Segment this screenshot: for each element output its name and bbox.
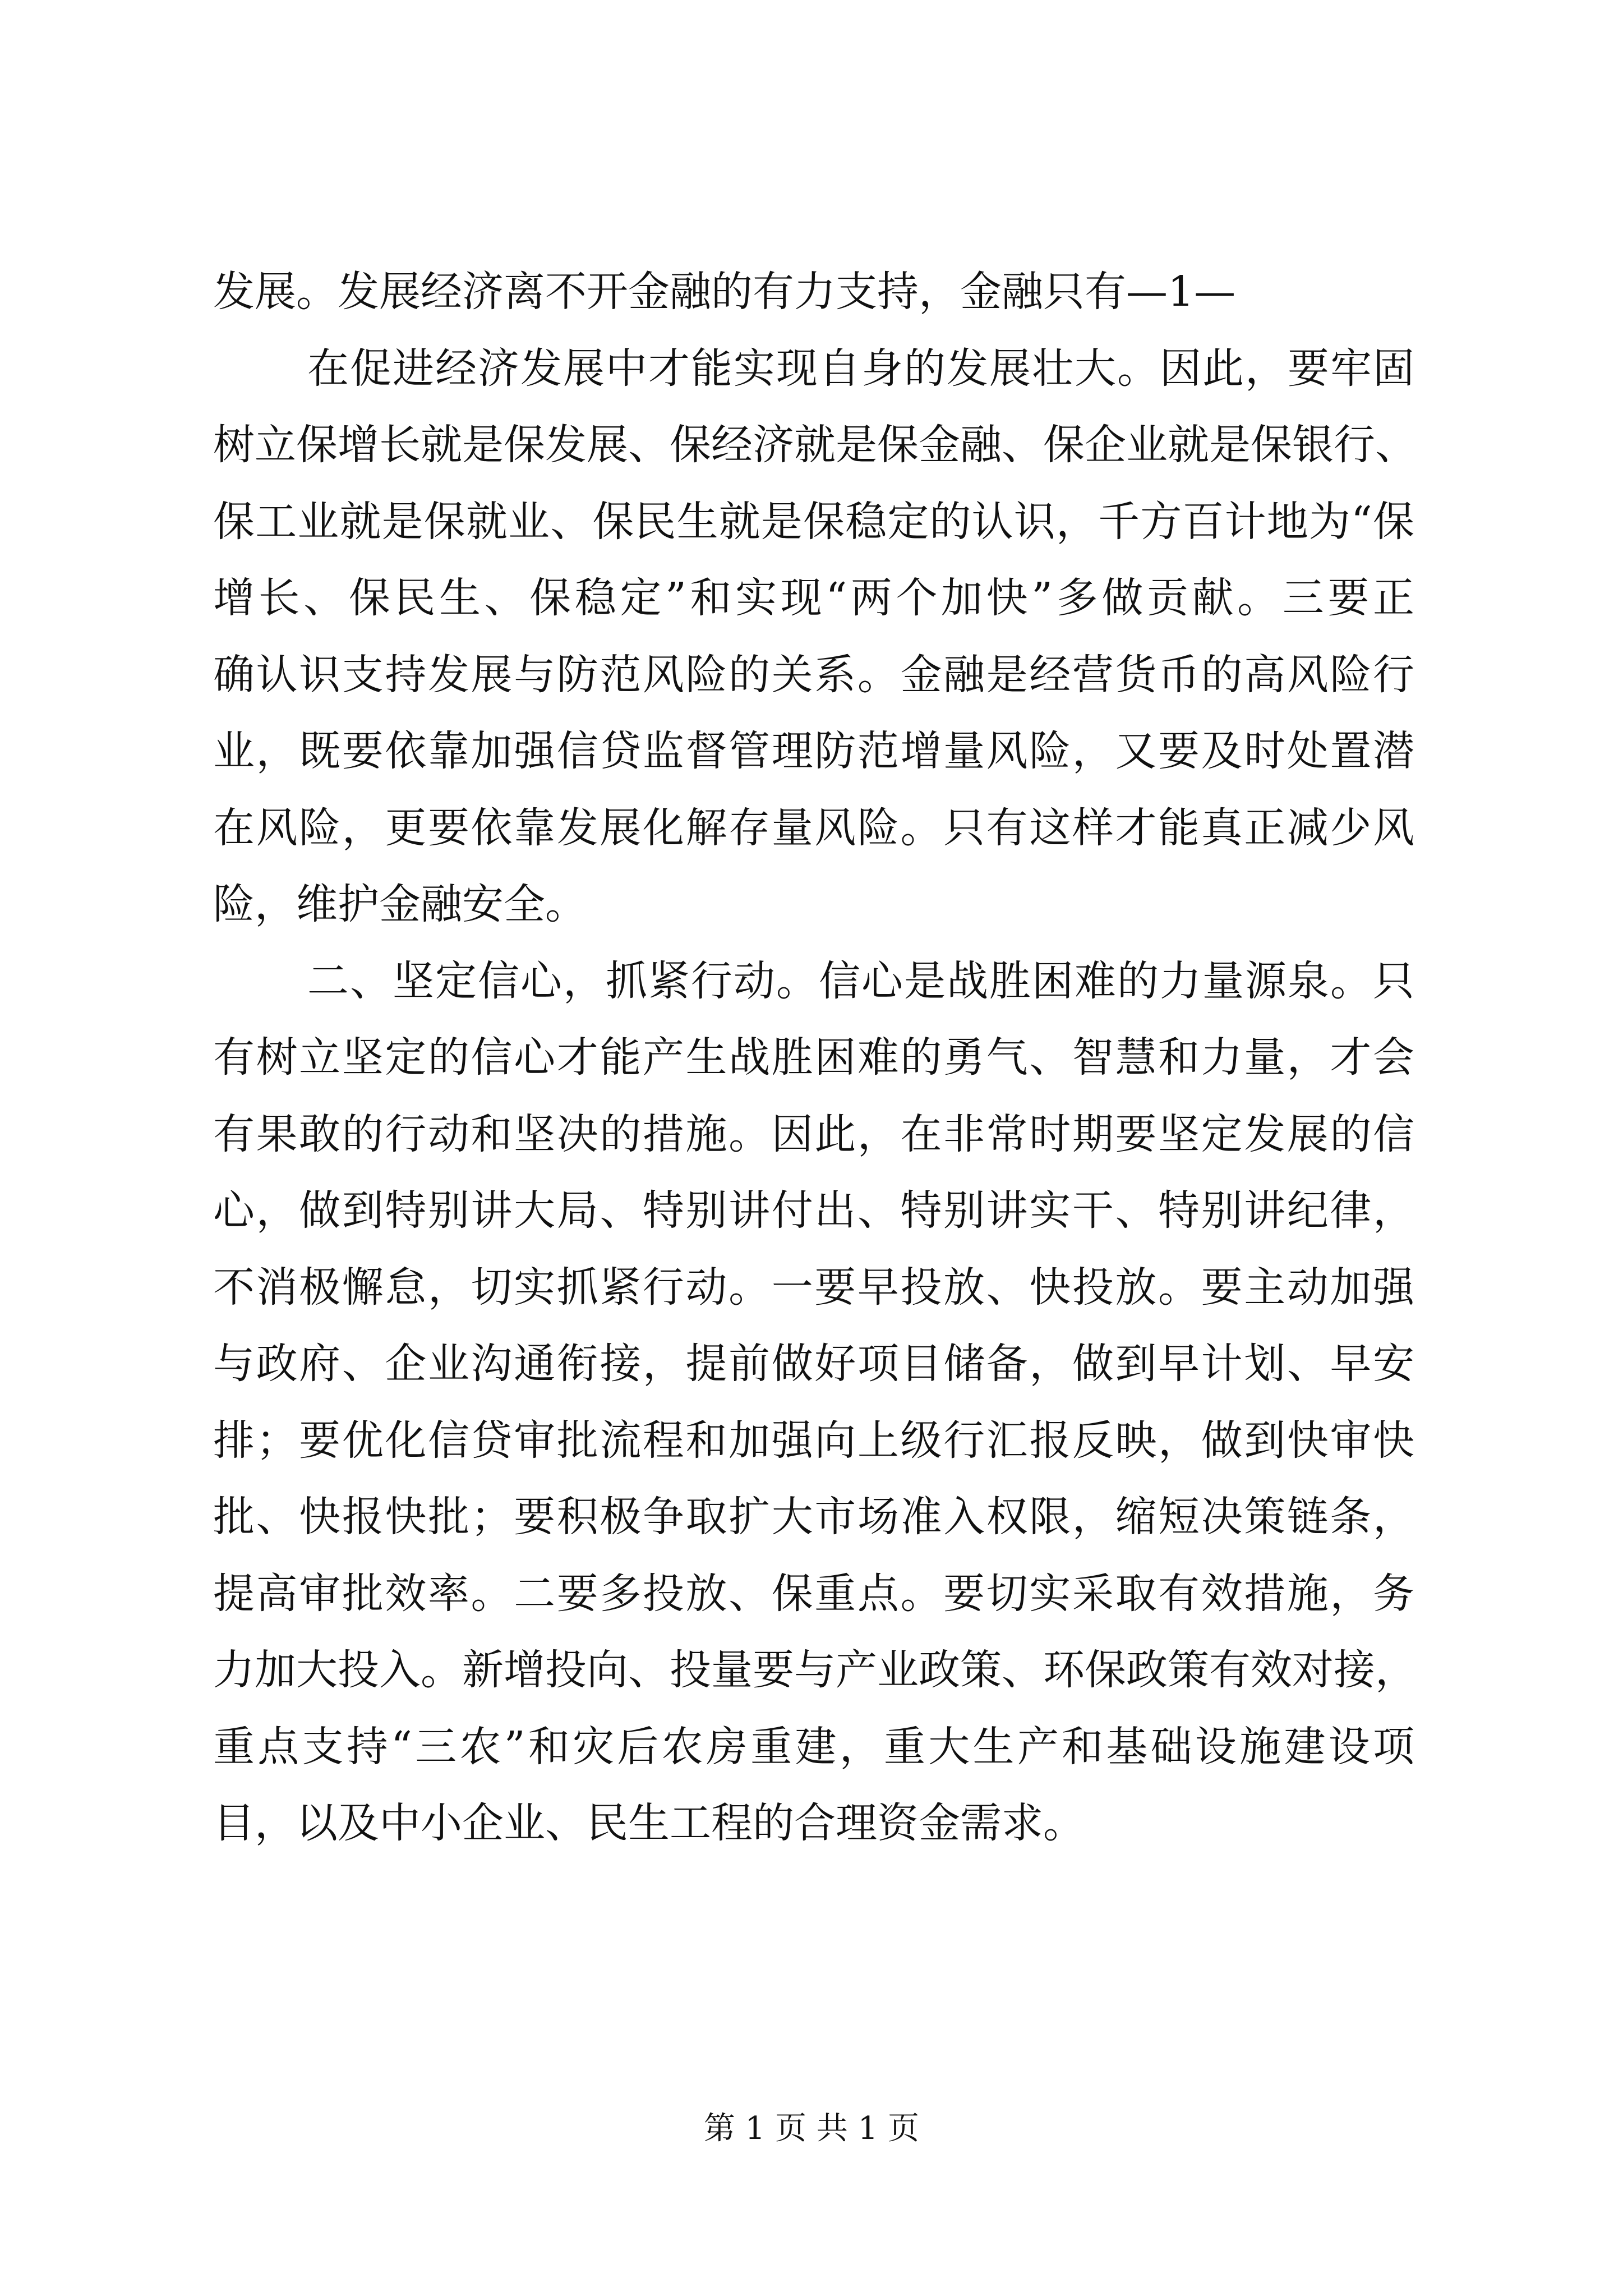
text-line: 增长、保民生、保稳定”和实现“两个加快”多做贡献。三要正	[213, 574, 1414, 622]
text-line: 确认识支持发展与防范风险的关系。金融是经营货币的高风险行	[213, 650, 1414, 699]
text-line: 保工业就是保就业、保民生就是保稳定的认识，千方百计地为“保	[213, 497, 1414, 546]
document-body	[213, 254, 1417, 1862]
text-line: 业，既要依靠加强信贷监督管理防范增量风险，又要及时处置潜	[213, 727, 1414, 775]
text-line: 不消极懈怠，切实抓紧行动。一要早投放、快投放。要主动加强	[213, 1263, 1414, 1312]
text-line: 批、快报快批；要积极争取扩大市场准入权限，缩短决策链条，	[213, 1493, 1414, 1541]
text-line: 二、坚定信心，抓紧行动。信心是战胜困难的力量源泉。只	[307, 956, 1414, 1005]
text-line: 发展。发展经济离不开金融的有力支持，金融只有—1—	[213, 268, 1236, 316]
text-line: 力加大投入。新增投向、投量要与产业政策、环保政策有效对接，	[213, 1646, 1417, 1694]
text-line: 重点支持“三农”和灾后农房重建，重大生产和基础设施建设项	[213, 1722, 1414, 1771]
text-line: 目，以及中小企业、民生工程的合理资金需求。	[213, 1799, 1085, 1847]
text-line: 心，做到特别讲大局、特别讲付出、特别讲实干、特别讲纪律，	[213, 1186, 1414, 1235]
text-line: 提高审批效率。二要多投放、保重点。要切实采取有效措施，务	[213, 1569, 1414, 1618]
text-line: 险，维护金融安全。	[213, 880, 587, 928]
text-line: 与政府、企业沟通衔接，提前做好项目储备，做到早计划、早安	[213, 1340, 1414, 1388]
text-line: 排；要优化信贷审批流程和加强向上级行汇报反映，做到快审快	[213, 1416, 1414, 1465]
text-line: 在风险，更要依靠发展化解存量风险。只有这样才能真正减少风	[213, 803, 1414, 852]
page-footer: 第 1 页 共 1 页	[703, 2110, 920, 2147]
text-line: 树立保增长就是保发展、保经济就是保金融、保企业就是保银行、	[213, 421, 1417, 469]
text-line: 有果敢的行动和坚决的措施。因此，在非常时期要坚定发展的信	[213, 1110, 1414, 1158]
text-line: 在促进经济发展中才能实现自身的发展壮大。因此，要牢固	[307, 344, 1414, 393]
text-line: 有树立坚定的信心才能产生战胜困难的勇气、智慧和力量，才会	[213, 1033, 1414, 1082]
